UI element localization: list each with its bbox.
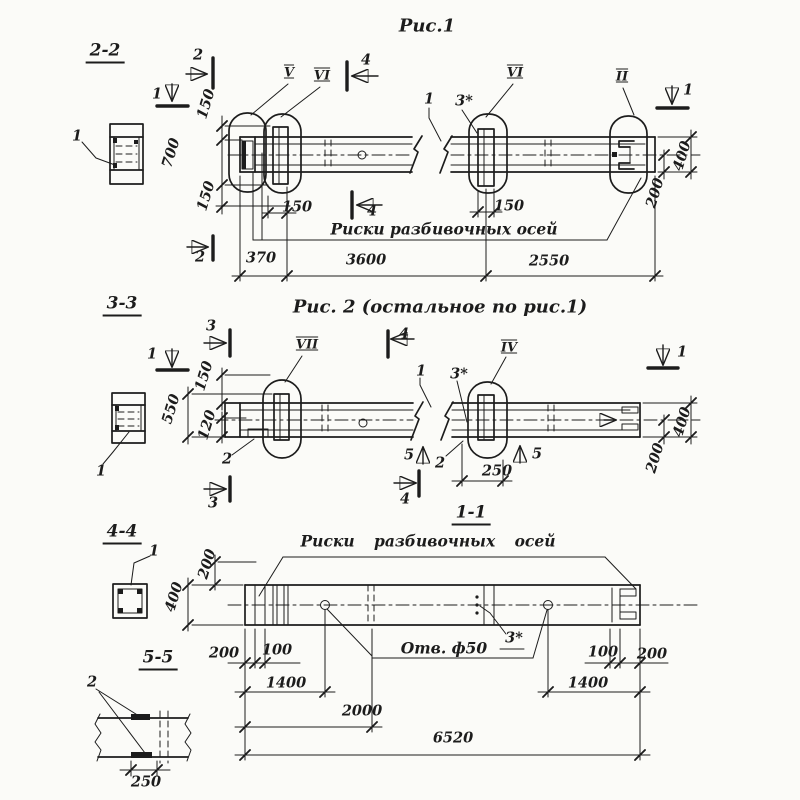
fig3-dim-200-left: 200 — [208, 644, 240, 662]
fig2-cut-4-bottom-label: 4 — [399, 490, 411, 508]
fig3-beam — [228, 557, 700, 625]
fig3-dim-200-left-v: 200 — [194, 547, 220, 581]
fig3-hole-note: Отв. ф50 — [400, 638, 488, 658]
fig1-dim-150-b2: 150 — [493, 197, 525, 215]
fig2-part-2-mid-label: 2 — [434, 454, 446, 472]
fig1-dim-150-b1: 150 — [281, 198, 313, 216]
fig2-part-2-left-label: 2 — [221, 450, 233, 468]
fig1-dim-3600: 3600 — [345, 251, 387, 269]
fig2-balloon-vii: VII — [295, 337, 319, 353]
fig1-cut-2-bottom-label: 2 — [194, 248, 206, 266]
fig1-part-3-label: 3* — [455, 92, 473, 110]
fig3-section-title: 1-1 — [452, 503, 491, 526]
fig1-dim-150-top: 150 — [193, 87, 219, 121]
fig3-dim-6520: 6520 — [432, 729, 474, 747]
fig1-dim-370: 370 — [245, 249, 277, 267]
fig1-dim-400: 400 — [669, 139, 695, 173]
fig2-cut-5-left-label: 5 — [403, 446, 415, 464]
fig1-section-2-2-detail — [82, 124, 143, 184]
fig2-dim-550: 550 — [158, 392, 184, 426]
fig1-leaders — [251, 84, 634, 141]
fig3-axis-note: Риски разбивочных осей — [300, 531, 556, 551]
fig2-cut-marks — [157, 330, 678, 501]
fig2-part-1-mid-label: 1 — [415, 362, 427, 380]
fig3-dim-200-right: 200 — [636, 645, 668, 663]
fig1-balloon-ii: II — [615, 69, 629, 85]
fig4-part-1-label: 1 — [148, 542, 160, 560]
fig3-dim-100-left: 100 — [261, 641, 293, 659]
fig1-beam — [228, 113, 700, 193]
fig2-balloon-iv: IV — [500, 340, 518, 356]
fig2-section-title: 3-3 — [103, 294, 142, 317]
fig2-part-3-label: 3* — [450, 365, 468, 383]
fig1-cut-4-bottom-label: 4 — [366, 202, 378, 220]
fig2-dim-400: 400 — [669, 405, 695, 439]
fig1-cut-2-top-label: 2 — [192, 46, 204, 64]
fig4-section-title: 4-4 — [103, 522, 142, 545]
fig1-title: Рис.1 — [398, 15, 456, 37]
fig5-section-5-5-detail — [95, 689, 191, 776]
fig2-dim-200: 200 — [642, 441, 668, 475]
fig2-cut-1-right-label: 1 — [676, 343, 688, 361]
fig2-cut-3-bottom-label: 3 — [207, 494, 219, 512]
fig2-cut-1-left-label: 1 — [146, 345, 158, 363]
fig2-section-3-3-detail — [103, 393, 145, 464]
fig1-dim-150-bottom: 150 — [193, 179, 219, 213]
fig1-part-1-mid-label: 1 — [423, 90, 435, 108]
fig1-dim-200: 200 — [642, 176, 668, 210]
fig1-balloon-v: V — [283, 65, 295, 81]
fig3-dim-100-right: 100 — [587, 643, 619, 661]
fig2-dim-150: 150 — [191, 359, 217, 393]
fig1-cut-1-right-label: 1 — [682, 81, 694, 99]
fig4-section-4-4-detail — [113, 556, 150, 618]
fig1-axis-note: Риски разбивочных осей — [330, 219, 558, 239]
fig3-dim-1400-left: 1400 — [265, 674, 307, 692]
fig5-section-title: 5-5 — [139, 648, 178, 671]
fig2-cut-3-top-label: 3 — [205, 317, 217, 335]
fig1-balloon-vi2: VI — [506, 65, 524, 81]
fig2-part-1-label: 1 — [95, 462, 107, 480]
fig1-section-title: 2-2 — [86, 41, 125, 64]
fig1-dim-2550: 2550 — [528, 252, 570, 270]
fig1-balloon-vi: VI — [313, 68, 331, 84]
fig1-cut-1-left-label: 1 — [151, 85, 163, 103]
fig3-dim-1400-right: 1400 — [567, 674, 609, 692]
fig1-dim-700: 700 — [158, 136, 184, 170]
fig1-part-1-label: 1 — [71, 127, 83, 145]
fig3-dim-400-left-v: 400 — [161, 580, 187, 614]
fig5-dim-250: 250 — [130, 773, 162, 791]
fig1-cut-4-top-label: 4 — [360, 51, 372, 69]
fig2-dim-250: 250 — [481, 462, 513, 480]
fig2-cut-5-right-label: 5 — [531, 445, 543, 463]
fig3-part-3-label: 3* — [505, 629, 523, 647]
fig2-title: Рис. 2 (остальное по рис.1) — [292, 296, 588, 318]
fig2-cut-4-top-label: 4 — [398, 325, 410, 343]
fig5-part-2-label: 2 — [86, 673, 98, 691]
fig3-dim-2000: 2000 — [341, 702, 383, 720]
fig2-dim-120: 120 — [194, 408, 220, 442]
